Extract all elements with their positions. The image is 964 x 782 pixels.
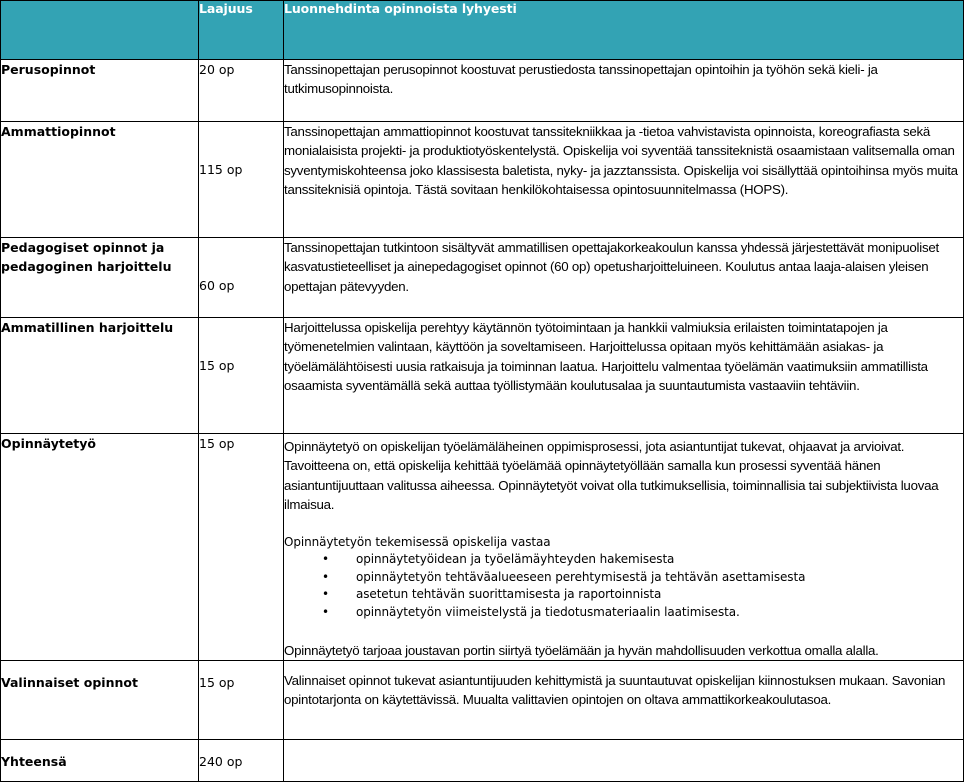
table-header-row — [1, 1, 964, 60]
study-description — [284, 60, 964, 122]
list-item — [284, 604, 963, 622]
study-credits: 15 op — [199, 318, 284, 434]
study-description — [284, 434, 964, 661]
description-text: Tanssinopettajan tutkintoon sisältyvät ammatillisen opettajakorkeakoulun kanssa yhdessä järjestettävät monipuoliset kasvatustieteelliset ja ainepedagogiset opinnot (60 op) opetusharjoitteluineen. Koulutus antaa laaja-alaisen yleisen opettajan pätevyyden. — [284, 240, 939, 294]
study-credits: 60 op — [199, 238, 284, 318]
list-item — [284, 551, 963, 569]
total-label: Yhteensä — [1, 740, 199, 782]
study-credits: 115 op — [199, 122, 284, 238]
responsibilities-list — [284, 551, 963, 621]
bullet-icon: • — [322, 552, 329, 567]
table-row-pedagogiset-opinnot — [1, 238, 964, 318]
study-credits: 15 op — [199, 434, 284, 661]
list-item-text: opinnäytetyön tehtäväalueeseen perehtymisestä ja tehtävän asettamisesta — [356, 569, 806, 584]
study-description — [284, 661, 964, 740]
study-credits: 20 op — [199, 60, 284, 122]
table-row-perusopinnot — [1, 60, 964, 122]
description-text: Harjoittelussa opiskelija perehtyy käytännön työtoimintaan ja hankkii valmiuksia erilaisten toimintatapojen ja työmenetelmien valintaan, käyttöön ja soveltamiseen. Harjoittelussa opitaan myös kehittämään asiakas- ja työelämälähtöisesti uusia ratkaisuja ja toiminnan laatua. Harjoittelu valmentaa työelämän vaatimuksiin ammatillista osaamista syventämällä sekä auttaa työllistymään koulutusalaa ja suuntautumista vastaaviin tehtäviin. — [284, 320, 928, 394]
list-item-text: asetetun tehtävän suorittamisesta ja raportoinnista — [356, 587, 662, 602]
study-module-name: Ammatillinen harjoittelu — [1, 318, 199, 434]
description-text: Opinnäytetyö on opiskelijan työelämäläheinen oppimisprosessi, jota asiantuntijat tukevat, ohjaavat ja arvioivat. Tavoitteena on, että opiskelija kehittää työelämää opinnäytetyöllään samalla kun prosessi syventää hänen asiantuntijuuttaan valitussa aiheessa. Opinnäytetyöt voivat olla tutkimuksellisia, toiminnallisia tai subjektiivista luovaa ilmaisua. — [284, 439, 939, 513]
study-module-name: Pedagogiset opinnot ja pedagoginen harjoittelu — [1, 238, 199, 318]
table-row-ammatillinen-harjoittelu — [1, 318, 964, 434]
header-description: Luonnehdinta opinnoista lyhyesti — [284, 1, 964, 60]
study-credits: 15 op — [199, 661, 284, 740]
header-study-module — [1, 1, 199, 60]
study-module-name: Perusopinnot — [1, 60, 199, 122]
list-intro: Opinnäytetyön tekemisessä opiskelija vastaa — [284, 534, 551, 549]
study-description — [284, 318, 964, 434]
list-item — [284, 569, 963, 587]
list-item-text: opinnäytetyön viimeistelystä ja tiedotusmateriaalin laatimisesta. — [356, 605, 740, 619]
study-module-name: Opinnäytetyö — [1, 434, 199, 661]
study-description — [284, 122, 964, 238]
total-credits: 240 op — [199, 740, 284, 782]
description-text: Valinnaiset opinnot tukevat asiantuntijuuden kehittymistä ja suuntautuvat opiskelijan kiinnostuksen mukaan. Savonian opintotarjonta on käytettävissä. Muualta valittavien opintojen on oltava ammattikorkeakoulutasoa. — [284, 673, 946, 708]
closing-text: Opinnäytetyö tarjoaa joustavan portin siirtyä työelämään ja hyvän mahdollisuuden verkottua omalla alalla. — [284, 642, 879, 658]
list-item — [284, 586, 963, 604]
table-row-opinnaytetyo — [1, 434, 964, 661]
study-module-name: Valinnaiset opinnot — [1, 661, 199, 740]
study-module-name: Ammattiopinnot — [1, 122, 199, 238]
description-text: Tanssinopettajan perusopinnot koostuvat perustiedosta tanssinopettajan opintoihin ja työhön sekä kieli- ja tutkimusopinnoista. — [284, 62, 878, 97]
responsibilities-block — [284, 534, 963, 622]
bullet-icon: • — [322, 605, 329, 619]
header-credits: Laajuus — [199, 1, 284, 60]
list-item-text: opinnäytetyöidean ja työelämäyhteyden hakemisesta — [356, 552, 675, 567]
table-row-yhteensa — [1, 740, 964, 782]
table-row-valinnaiset-opinnot — [1, 661, 964, 740]
description-text: Tanssinopettajan ammattiopinnot koostuvat tanssitekniikkaa ja -tietoa vahvistavista opinnoista, koreografiasta sekä monialaisista projekti- ja produktiotyöskentelystä. Opiskelija voi syventää tanssiteknistä osaamistaan valitsemalla oman syventymiskohteensa joko klassisesta baletista, nyky- ja jazztanssista. Opiskelija voi sisällyttää opintoihinsa myös muita tanssiteknisiä opintoja. Tästä sovitaan henkilökohtaisessa opintosuunnitelmassa (HOPS). — [284, 124, 958, 198]
bullet-icon: • — [322, 569, 329, 584]
bullet-icon: • — [322, 587, 329, 602]
table-row-ammattiopinnot — [1, 122, 964, 238]
study-description — [284, 238, 964, 318]
total-description — [284, 740, 964, 782]
